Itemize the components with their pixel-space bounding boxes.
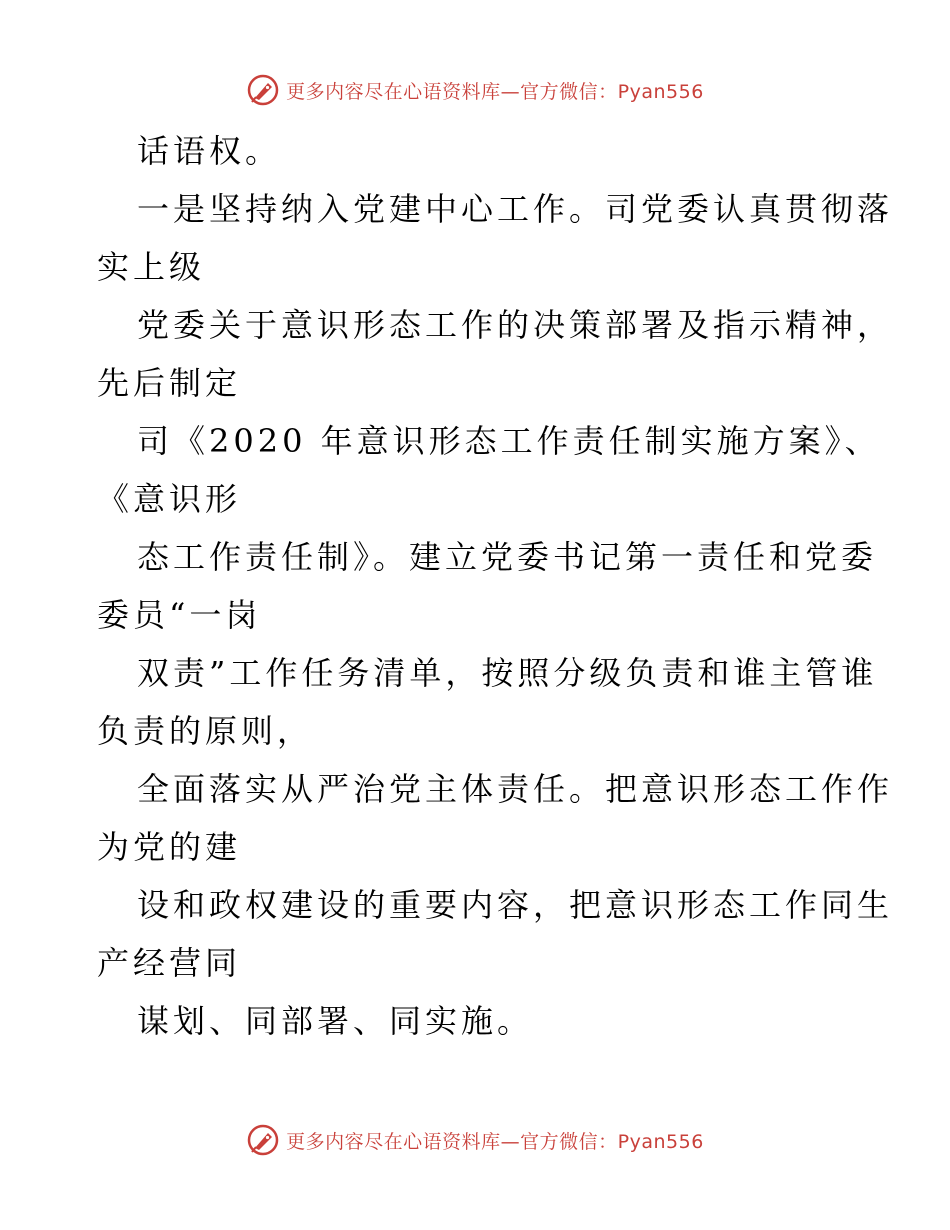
body-text-line: 司《2020 年意识形态工作责任制实施方案》、 <box>137 422 881 460</box>
body-text-line: 态工作责任制》。建立党委书记第一责任和党委 <box>137 538 878 576</box>
body-text-line: 设和政权建设的重要内容，把意识形态工作同生 <box>137 886 894 924</box>
pen-nib-logo-icon <box>246 1123 280 1157</box>
footer-banner-text: 更多内容尽在心语资料库—官方微信：Pyan556 <box>286 1130 704 1153</box>
body-text-line: 双责”工作任务清单，按照分级负责和谁主管谁 <box>137 654 878 692</box>
body-text-line: 党委关于意识形态工作的决策部署及指示精神， <box>137 306 894 344</box>
header-banner-text: 更多内容尽在心语资料库—官方微信：Pyan556 <box>286 80 704 103</box>
body-text-line: 《意识形 <box>97 480 242 518</box>
body-text-line: 委员“一岗 <box>97 596 262 634</box>
body-text-line: 谋划、同部署、同实施。 <box>137 1002 534 1040</box>
header-banner <box>0 70 950 110</box>
body-text-line: 一是坚持纳入党建中心工作。司党委认真贯彻落 <box>137 190 894 228</box>
body-text-line: 全面落实从严治党主体责任。把意识形态工作作 <box>137 770 894 808</box>
pen-nib-logo-icon <box>246 73 280 107</box>
body-text-line: 先后制定 <box>97 364 242 402</box>
footer-banner <box>0 1120 950 1160</box>
document-body <box>97 122 894 1050</box>
body-text-line: 为党的建 <box>97 828 242 866</box>
body-text-line: 产经营同 <box>97 944 242 982</box>
body-text-line: 话语权。 <box>137 132 282 170</box>
body-text-line: 实上级 <box>97 248 206 286</box>
body-text-line: 负责的原则， <box>97 712 314 750</box>
